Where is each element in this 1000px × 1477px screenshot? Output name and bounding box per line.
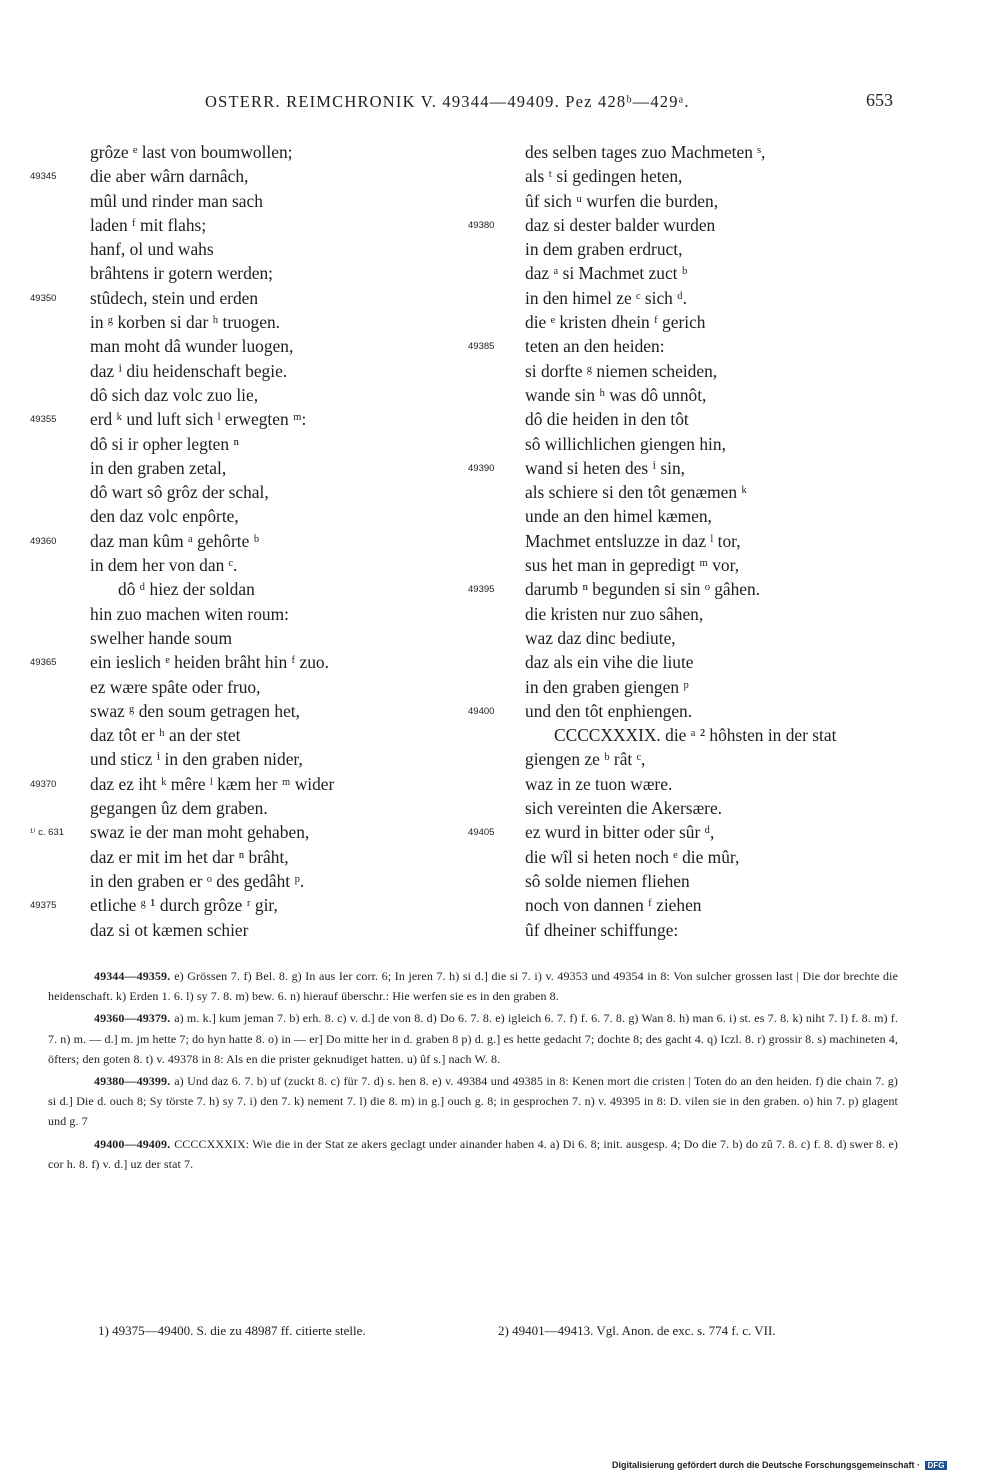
verse-text: daz er mit im het dar ⁿ brâht, (90, 846, 289, 867)
verse-text: dô si ir opher legten ⁿ (90, 433, 239, 454)
apparatus-text: a) m. k.] kum jeman 7. b) erh. 8. c) v. d.] de von 8. d) Do 6. 7. 8. e) igleich 6. 7. f) f. 6. 7. 8. g) Wan 8. h) man 6. i) st. es 7. 8. k) niht 7. l) f. 8. m) f. 7. n) m. — d.] m. jm hette 7; do hyn hatte 8. o) in — er] Do mitte her in d. graben 8 p) d. g.] es hette gedacht 7; dochte 8; des gacht 4. q) Iczl. 8. r) grossir 8. s) machineten 4, öfters; den goten 8. t) v. 49378 in 8: Als en die prister geknudiget hatten. u) ûf s.] nach W. 8. (48, 1011, 898, 1066)
verse-text: unde an den himel kæmen, (525, 506, 712, 527)
verse-line (30, 602, 475, 626)
credit-text: Digitalisierung gefördert durch die Deutsche Forschungsgemeinschaft · (612, 1460, 921, 1470)
line-number: 49350 (30, 292, 57, 304)
apparatus-block (48, 1008, 898, 1069)
verse-line (468, 261, 938, 285)
line-number: 49365 (30, 657, 57, 669)
line-number: 49405 (468, 827, 495, 839)
verse-text: hanf, ol und wahs (90, 239, 214, 260)
verse-line (30, 164, 475, 188)
dfg-logo: DFG (925, 1461, 948, 1470)
verse-column-right (468, 140, 938, 942)
verse-line (30, 456, 475, 480)
verse-text: waz daz dinc bediute, (525, 627, 676, 648)
footnotes (98, 1323, 898, 1345)
verse-text: dô wart sô grôz der schal, (90, 482, 269, 503)
verse-text: dô ᵈ hiez der soldan (118, 579, 255, 600)
verse-line (468, 845, 938, 869)
line-number: 49355 (30, 414, 57, 426)
line-number: 49370 (30, 778, 57, 790)
apparatus-text: CCCCXXXIX: Wie die in der Stat ze akers geclagt under ainander haben 4. a) Di 6. 8; init. ausgesp. 4; Do die 7. b) do zû 7. 8. c) f. 8. d) swer 8. e) cor h. 8. f) v. d.] uz der stat 7. (48, 1136, 898, 1171)
verse-line (30, 383, 475, 407)
page-header (0, 90, 1000, 120)
verse-line (30, 140, 475, 164)
verse-text: die wîl si heten noch ᵉ die mûr, (525, 846, 740, 867)
verse-line (468, 918, 938, 942)
critical-apparatus (48, 966, 898, 1176)
line-number: 49345 (30, 171, 57, 183)
verse-line (30, 553, 475, 577)
verse-line (468, 626, 938, 650)
verse-line (30, 650, 475, 674)
line-number: 49385 (468, 341, 495, 353)
verse-line (30, 845, 475, 869)
page-number: 653 (866, 90, 893, 110)
verse-line (30, 918, 475, 942)
verse-text: daz ᵃ si Machmet zuct ᵇ (525, 263, 688, 284)
verse-text: als schiere si den tôt genæmen ᵏ (525, 482, 747, 503)
verse-line (468, 237, 938, 261)
verse-line (30, 359, 475, 383)
verse-text: daz als ein vihe die liute (525, 652, 694, 673)
verse-text: swaz ᵍ den soum getragen het, (90, 700, 300, 721)
verse-line (468, 650, 938, 674)
line-number: 49380 (468, 219, 495, 231)
verse-text: daz ez iht ᵏ mêre ˡ kæm her ᵐ wider (90, 773, 335, 794)
verse-line (30, 869, 475, 893)
apparatus-block (48, 966, 898, 1006)
verse-line (30, 407, 475, 431)
verse-text: und den tôt enphiengen. (525, 700, 693, 721)
verse-line (30, 237, 475, 261)
line-number: ¹⁾ c. 631 (30, 827, 65, 839)
verse-text: ûf dheiner schiffunge: (525, 919, 679, 940)
verse-line (468, 164, 938, 188)
verse-line (468, 140, 938, 164)
verse-text: grôze ᵉ last von boumwollen; (90, 142, 293, 162)
verse-text: noch von dannen ᶠ ziehen (525, 895, 702, 916)
verse-text: gegangen ûz dem graben. (90, 798, 268, 819)
line-number: 49390 (468, 462, 495, 474)
verse-text: in dem graben erdruct, (525, 239, 683, 260)
verse-text: sus het man in gepredigt ᵐ vor, (525, 555, 740, 576)
verse-line (30, 626, 475, 650)
verse-line (468, 286, 938, 310)
verse-line (468, 893, 938, 917)
verse-text: CCCCXXXIX. die ᵃ ² hôhsten in der stat (554, 725, 837, 746)
verse-text: dô sich daz volc zuo lie, (90, 384, 259, 405)
footnote-1: 1) 49375—49400. S. die zu 48987 ff. citierte stelle. (98, 1323, 366, 1338)
verse-line (30, 820, 475, 844)
verse-line (468, 407, 938, 431)
apparatus-block (48, 1134, 898, 1174)
apparatus-text: a) Und daz 6. 7. b) uf (zuckt 8. c) für 7. d) s. hen 8. e) v. 49384 und 49385 in 8: Kenen mort die cristen | Toten do an den heiden. f) die chain 7. g) si d.] Die d. ouch 8; Sy törste 7. h) sy 7. i) den 7. k) nement 7. l) die 8. m) in g.] ouch g. 8; in gesprochen 7. n) v. 49395 in 8: D. vilen sie in den graben. o) hin 7. p) glagent und g. 7 (48, 1074, 898, 1129)
verse-text: wande sin ʰ was dô unnôt, (525, 384, 707, 405)
verse-line (468, 869, 938, 893)
verse-line (468, 602, 938, 626)
verse-text: daz man kûm ᵃ gehôrte ᵇ (90, 530, 260, 551)
verse-text: wand si heten des ⁱ sin, (525, 457, 685, 478)
verse-line (468, 189, 938, 213)
line-number: 49375 (30, 900, 57, 912)
running-title: OSTERR. REIMCHRONIK V. 49344—49409. Pez 428ᵇ—429ᵃ. (205, 92, 690, 111)
verse-text: sich vereinten die Akersære. (525, 798, 723, 819)
verse-text: in den himel ze ᶜ sich ᵈ. (525, 287, 687, 308)
verse-text: in ᵍ korben si dar ʰ truogen. (90, 312, 280, 333)
verse-line (468, 213, 938, 237)
apparatus-range: 49380—49399. (94, 1074, 171, 1089)
verse-line (30, 796, 475, 820)
verse-text: die kristen nur zuo sâhen, (525, 603, 704, 624)
verse-text: ein ieslich ᵉ heiden brâht hin ᶠ zuo. (90, 652, 329, 673)
verse-line (468, 747, 938, 771)
verse-line (468, 334, 938, 358)
verse-line (468, 553, 938, 577)
footnote-2: 2) 49401—49413. Vgl. Anon. de exc. s. 774 f. c. VII. (498, 1323, 776, 1338)
apparatus-block (48, 1071, 898, 1132)
apparatus-range: 49360—49379. (94, 1011, 171, 1026)
verse-line (468, 383, 938, 407)
verse-line (30, 310, 475, 334)
verse-text: ez wurd in bitter oder sûr ᵈ, (525, 822, 715, 843)
verse-text: swelher hande soum (90, 627, 232, 648)
digitization-credit (612, 1460, 947, 1470)
verse-text: und sticz ⁱ in den graben nider, (90, 749, 303, 770)
verse-text: darumb ⁿ begunden si sin ᵒ gâhen. (525, 579, 761, 600)
verse-line (30, 334, 475, 358)
verse-text: Machmet entsluzze in daz ˡ tor, (525, 530, 741, 551)
verse-line (468, 796, 938, 820)
verse-text: dô die heiden in den tôt (525, 409, 689, 430)
verse-text: etliche ᵍ ¹ durch grôze ʳ gir, (90, 895, 278, 916)
verse-text: laden ᶠ mit flahs; (90, 214, 207, 235)
verse-text: man moht dâ wunder luogen, (90, 336, 294, 357)
line-number: 49395 (468, 584, 495, 596)
verse-line (468, 529, 938, 553)
verse-text: in den graben er ᵒ des gedâht ᵖ. (90, 870, 305, 891)
apparatus-range: 49344—49359. (94, 969, 171, 983)
verse-text: brâhtens ir gotern werden; (90, 263, 274, 284)
verse-line (468, 310, 938, 334)
verse-text: sô willichlichen giengen hin, (525, 433, 726, 454)
verse-text: in dem her von dan ᶜ. (90, 555, 238, 576)
apparatus-text: e) Grössen 7. f) Bel. 8. g) In aus Ier corr. 6; In jeren 7. h) si d.] die si 7. i) v. 49353 und 49354 in 8: Von sulcher grossen last | Die dor brechte die heidenschaft. k) Erden 1. 6. l) sy 7. 8. m) bew. 6. n) hierauf überschr.: Hie werfen sie es in den graben 8. (48, 969, 898, 1004)
verse-line (30, 213, 475, 237)
verse-text: mûl und rinder man sach (90, 190, 263, 211)
verse-line (30, 261, 475, 285)
verse-line (30, 747, 475, 771)
verse-text: als ᵗ si gedingen heten, (525, 166, 683, 187)
verse-text: daz ⁱ diu heidenschaft begie. (90, 360, 288, 381)
verse-line (468, 675, 938, 699)
verse-text: in den graben zetal, (90, 457, 227, 478)
verse-column-left (30, 140, 475, 942)
verse-text: stûdech, stein und erden (90, 287, 259, 308)
verse-text: erd ᵏ und luft sich ˡ erwegten ᵐ: (90, 409, 307, 430)
verse-line (468, 504, 938, 528)
line-number: 49400 (468, 705, 495, 717)
verse-text: die ᵉ kristen dhein ᶠ gerich (525, 312, 706, 333)
apparatus-range: 49400—49409. (94, 1136, 171, 1151)
verse-line (468, 723, 938, 747)
verse-text: teten an den heiden: (525, 336, 665, 357)
line-number: 49360 (30, 535, 57, 547)
verse-line (30, 529, 475, 553)
verse-text: daz tôt er ʰ an der stet (90, 725, 241, 746)
verse-text: sô solde niemen fliehen (525, 870, 690, 891)
verse-text: giengen ze ᵇ rât ᶜ, (525, 749, 646, 770)
verse-line (30, 504, 475, 528)
verse-line (30, 772, 475, 796)
verse-line (30, 286, 475, 310)
verse-line (30, 723, 475, 747)
verse-line (468, 699, 938, 723)
verse-line (30, 189, 475, 213)
verse-text: daz si ot kæmen schier (90, 919, 249, 940)
verse-line (30, 577, 475, 601)
verse-text: die aber wârn darnâch, (90, 166, 249, 187)
verse-line (30, 893, 475, 917)
verse-line (468, 820, 938, 844)
verse-text: ûf sich ᵘ wurfen die burden, (525, 190, 719, 211)
verse-line (30, 432, 475, 456)
verse-line (468, 480, 938, 504)
verse-line (30, 480, 475, 504)
verse-text: in den graben giengen ᵖ (525, 676, 689, 697)
verse-line (30, 699, 475, 723)
verse-line (468, 359, 938, 383)
verse-text: des selben tages zuo Machmeten ˢ, (525, 142, 766, 162)
verse-text: si dorfte ᵍ niemen scheiden, (525, 360, 718, 381)
verse-text: hin zuo machen witen roum: (90, 603, 289, 624)
verse-text: swaz ie der man moht gehaben, (90, 822, 310, 843)
verse-line (468, 456, 938, 480)
verse-text: ez wære spâte oder fruo, (90, 676, 261, 697)
verse-line (468, 577, 938, 601)
verse-text: daz si dester balder wurden (525, 214, 716, 235)
verse-text: waz in ze tuon wære. (525, 773, 673, 794)
verse-line (468, 432, 938, 456)
verse-line (30, 675, 475, 699)
verse-line (468, 772, 938, 796)
verse-text: den daz volc enpôrte, (90, 506, 239, 527)
